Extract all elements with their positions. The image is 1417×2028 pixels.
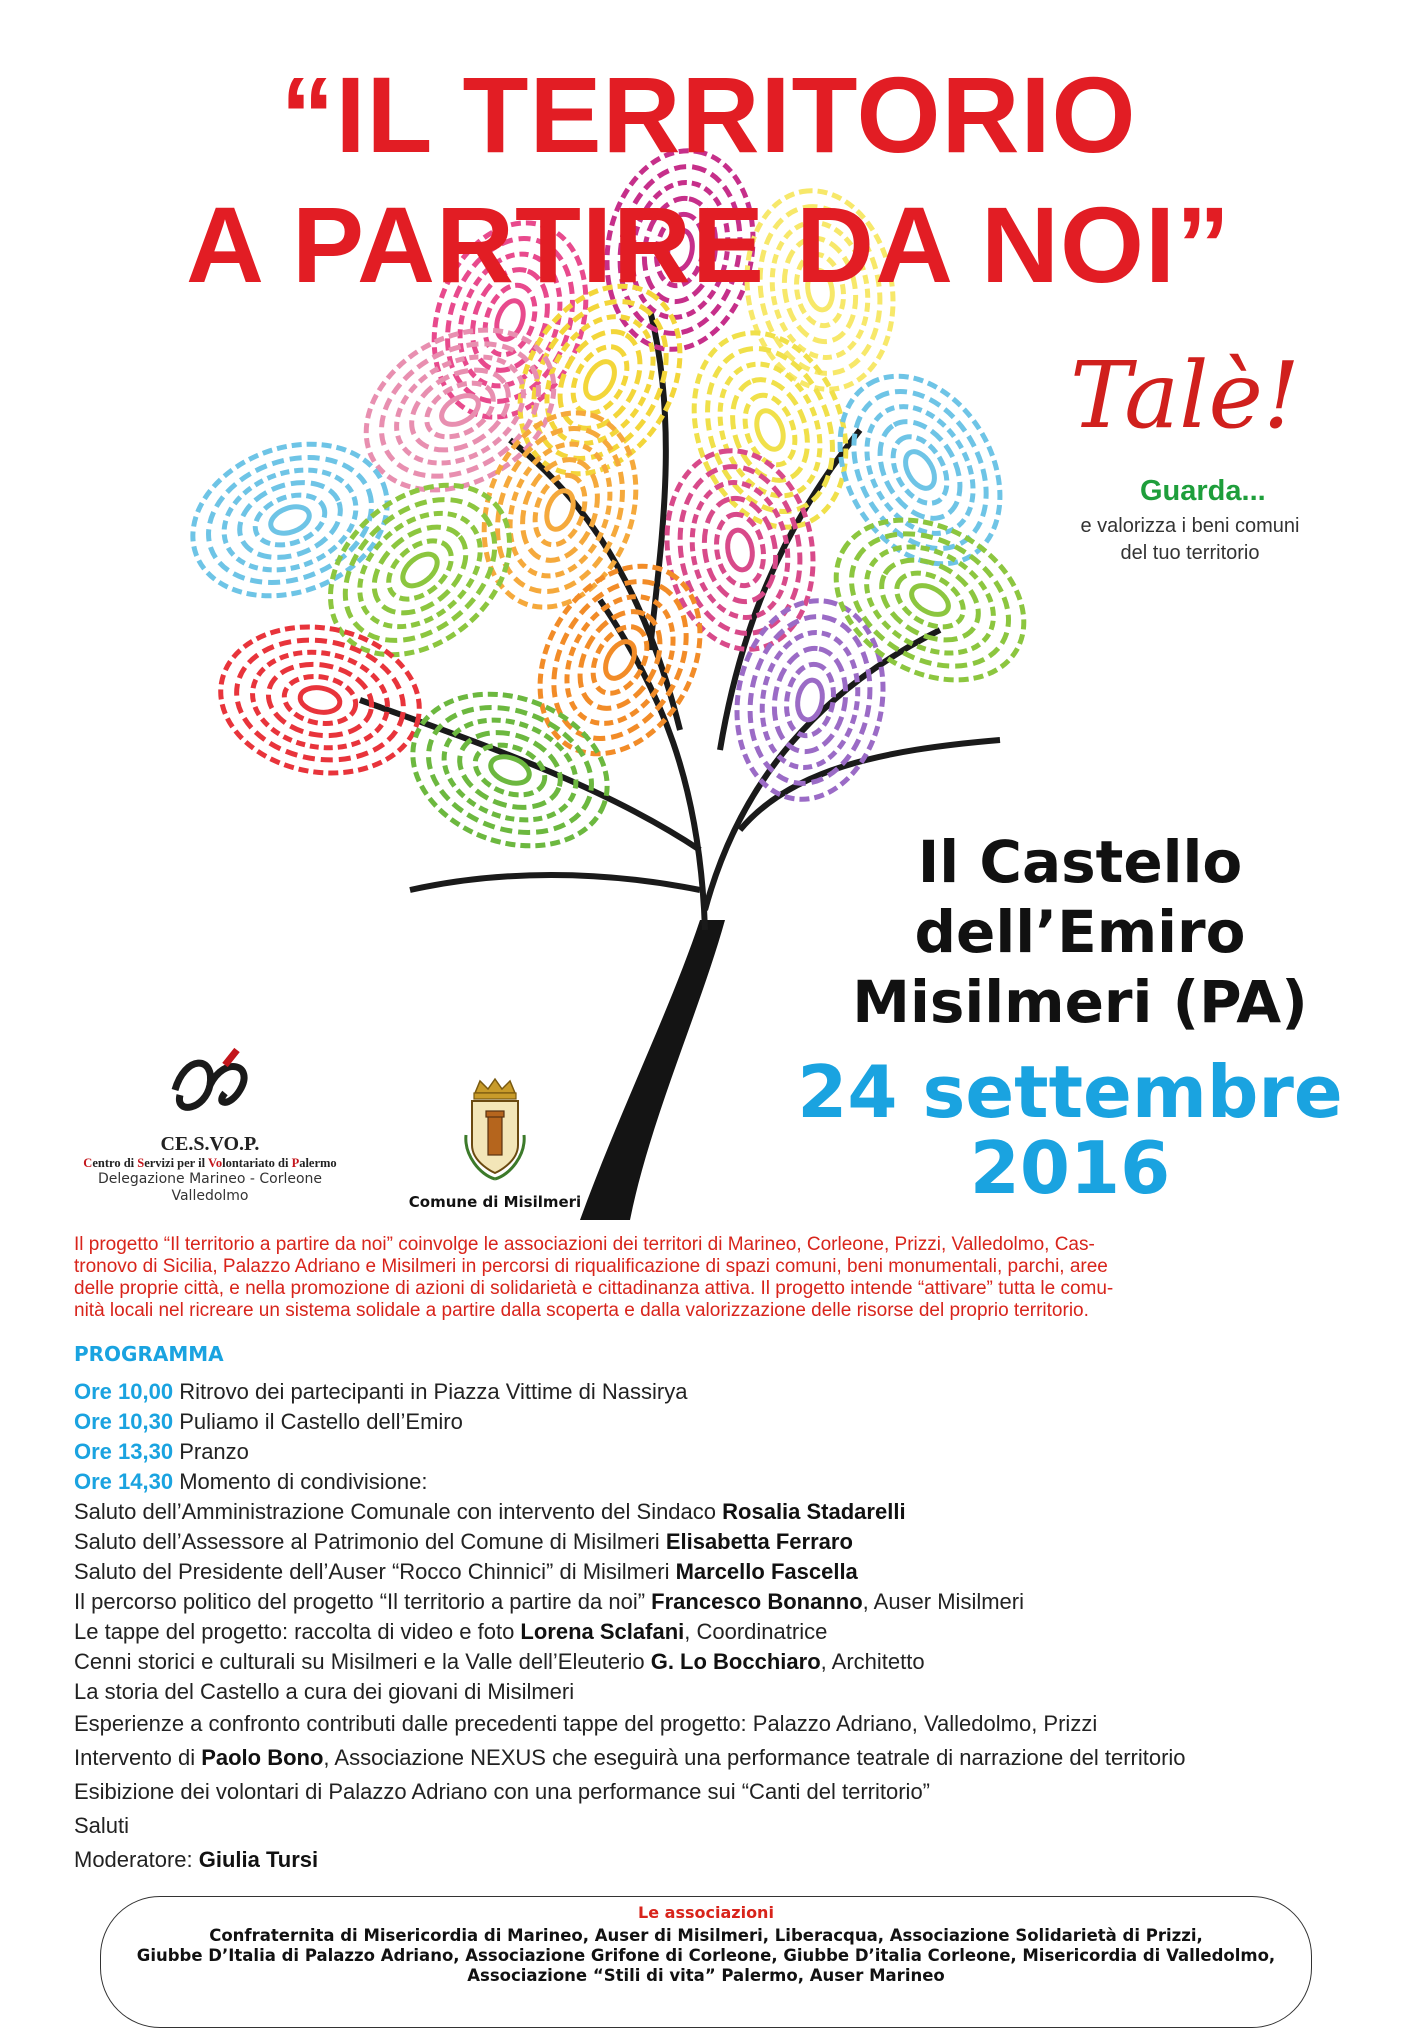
poster-title-line-1: “IL TERRITORIO	[280, 54, 1137, 175]
program-text: Esibizione dei volontari di Palazzo Adriano con una performance sui “Canti del territorio”	[74, 1779, 931, 1804]
tale-guarda: Guarda...	[1140, 475, 1266, 507]
event-date: 24 settembre	[797, 1050, 1343, 1134]
program-item	[74, 1843, 1374, 1877]
associazioni-line: Giubbe D’Italia di Palazzo Adriano, Associazione Grifone di Corleone, Giubbe D’italia Corleone, Misericordia di Valledolmo,	[136, 1946, 1276, 1965]
program-item	[74, 1677, 1374, 1707]
program-text: Le tappe del progetto: raccolta di video e foto	[74, 1619, 521, 1644]
speaker-name: Lorena Sclafani	[520, 1619, 685, 1644]
program-time: Ore 14,30	[74, 1469, 174, 1494]
program-time: Ore 10,00	[74, 1379, 174, 1404]
event-year: 2016	[969, 1126, 1171, 1210]
program-item	[74, 1587, 1374, 1617]
program-text: Moderatore:	[74, 1847, 199, 1872]
cesvop-initial-p: P	[291, 1156, 300, 1170]
program-text: Cenni storici e culturali su Misilmeri e la Valle dell’Eleuterio	[74, 1649, 651, 1674]
cesvop-text-4: alermo	[299, 1156, 337, 1170]
program-text: , Associazione NEXUS che eseguirà una performance teatrale di narrazione del territorio	[323, 1745, 1186, 1770]
program-time: Ore 13,30	[74, 1439, 174, 1464]
project-description	[74, 1234, 1354, 1322]
tale-subtitle-line-1: e valorizza i beni comuni	[1080, 515, 1300, 537]
speaker-name: Rosalia Stadarelli	[722, 1499, 906, 1524]
program-text: Il percorso politico del progetto “Il territorio a partire da noi”	[74, 1589, 652, 1614]
cesvop-emblem-icon	[155, 1045, 265, 1125]
program-text: Saluti	[74, 1813, 130, 1838]
associazioni-heading: Le associazioni	[638, 1903, 774, 1922]
program-text: Saluto dell’Amministrazione Comunale con intervento del Sindaco	[74, 1499, 723, 1524]
tale-subtitle	[1060, 513, 1320, 567]
program-item	[74, 1407, 1374, 1437]
program-item	[74, 1647, 1374, 1677]
program-text: Saluto del Presidente dell’Auser “Rocco Chinnici” di Misilmeri	[74, 1559, 676, 1584]
program-item	[74, 1437, 1374, 1467]
program-item	[74, 1707, 1374, 1741]
tree-trunk	[580, 920, 725, 1220]
speaker-name: Francesco Bonanno	[651, 1589, 863, 1614]
cesvop-delegation-1: Delegazione Marineo - Corleone	[97, 1171, 323, 1187]
associazioni-list	[101, 1926, 1311, 1986]
cesvop-logo	[80, 1045, 340, 1205]
cesvop-text-3: lontariato di	[222, 1156, 292, 1170]
program-item	[74, 1377, 1374, 1407]
program-item	[74, 1617, 1374, 1647]
speaker-name: Paolo Bono	[201, 1745, 324, 1770]
intro-line: nità locali nel ricreare un sistema solidale a partire dalla scoperta e dalla valorizzazione delle risorse del proprio territorio.	[74, 1300, 1089, 1321]
program-text: , Coordinatrice	[684, 1619, 828, 1644]
intro-line: tronovo di Sicilia, Palazzo Adriano e Misilmeri in percorsi di riqualificazione di spazi comuni, beni monumentali, parchi, aree	[74, 1256, 1108, 1277]
cesvop-full-name	[80, 1156, 340, 1171]
speaker-name: Marcello Fascella	[675, 1559, 858, 1584]
speaker-name: Elisabetta Ferraro	[665, 1529, 853, 1554]
program-text: Intervento di	[74, 1745, 202, 1770]
programma-heading: PROGRAMMA	[74, 1342, 224, 1366]
cesvop-initial-c: C	[83, 1156, 93, 1170]
program-text: , Auser Misilmeri	[862, 1589, 1024, 1614]
intro-line: Il progetto “Il territorio a partire da noi” coinvolge le associazioni dei territori di Marineo, Corleone, Prizzi, Valledolmo, Cas-	[74, 1234, 1095, 1255]
venue-line-3: Misilmeri (PA)	[852, 968, 1308, 1036]
programma-list	[74, 1377, 1374, 1877]
comune-logo	[400, 1075, 590, 1211]
program-text: Momento di condivisione:	[173, 1469, 428, 1494]
program-text: Saluto dell’Assessore al Patrimonio del Comune di Misilmeri	[74, 1529, 666, 1554]
associazioni-line: Associazione “Stili di vita” Palermo, Auser Marineo	[467, 1966, 945, 1985]
cesvop-delegation-2: Valledolmo	[171, 1188, 249, 1204]
program-item	[74, 1527, 1374, 1557]
venue-line-1: Il Castello	[917, 828, 1243, 896]
program-item	[74, 1497, 1374, 1527]
venue-line-2: dell’Emiro	[914, 898, 1246, 966]
tale-logo	[1070, 342, 1300, 449]
program-text: Pranzo	[173, 1439, 249, 1464]
poster-title-line-2: A PARTIRE DA NOI”	[185, 184, 1231, 305]
cesvop-initial-vo: Vo	[207, 1156, 223, 1170]
program-text: Puliamo il Castello dell’Emiro	[173, 1409, 463, 1434]
program-item	[74, 1809, 1374, 1843]
cesvop-name: CE.S.VO.P.	[160, 1133, 260, 1155]
program-item	[74, 1775, 1374, 1809]
cesvop-text-2: ervizi per il	[144, 1156, 208, 1170]
program-text: Esperienze a confronto contributi dalle precedenti tappe del progetto: Palazzo Adriano, Valledolmo, Prizzi	[74, 1711, 1098, 1736]
tale-logo-text: Talè!	[1070, 342, 1300, 449]
program-text: La storia del Castello a cura dei giovani di Misilmeri	[74, 1679, 575, 1704]
speaker-name: G. Lo Bocchiaro	[650, 1649, 821, 1674]
cesvop-text-1: entro di	[92, 1156, 138, 1170]
associazioni-line: Confraternita di Misericordia di Marineo, Auser di Misilmeri, Liberacqua, Associazione Solidarietà di Prizzi,	[209, 1926, 1203, 1945]
tale-subtitle-line-2: del tuo territorio	[1120, 542, 1260, 564]
program-time: Ore 10,30	[74, 1409, 174, 1434]
speaker-name: Giulia Tursi	[198, 1847, 319, 1872]
program-item	[74, 1557, 1374, 1587]
cesvop-initial-s: S	[137, 1156, 145, 1170]
comune-name: Comune di Misilmeri	[408, 1193, 582, 1211]
program-text: Ritrovo dei partecipanti in Piazza Vittime di Nassirya	[173, 1379, 688, 1404]
associazioni-box	[100, 1896, 1312, 2028]
intro-line: delle proprie città, e nella promozione di azioni di solidarietà e cittadinanza attiva. Il progetto intende “attivare” tutta le comu-	[74, 1278, 1114, 1299]
program-item	[74, 1741, 1374, 1775]
coat-of-arms-icon	[460, 1075, 530, 1185]
program-item	[74, 1467, 1374, 1497]
program-text: , Architetto	[820, 1649, 925, 1674]
